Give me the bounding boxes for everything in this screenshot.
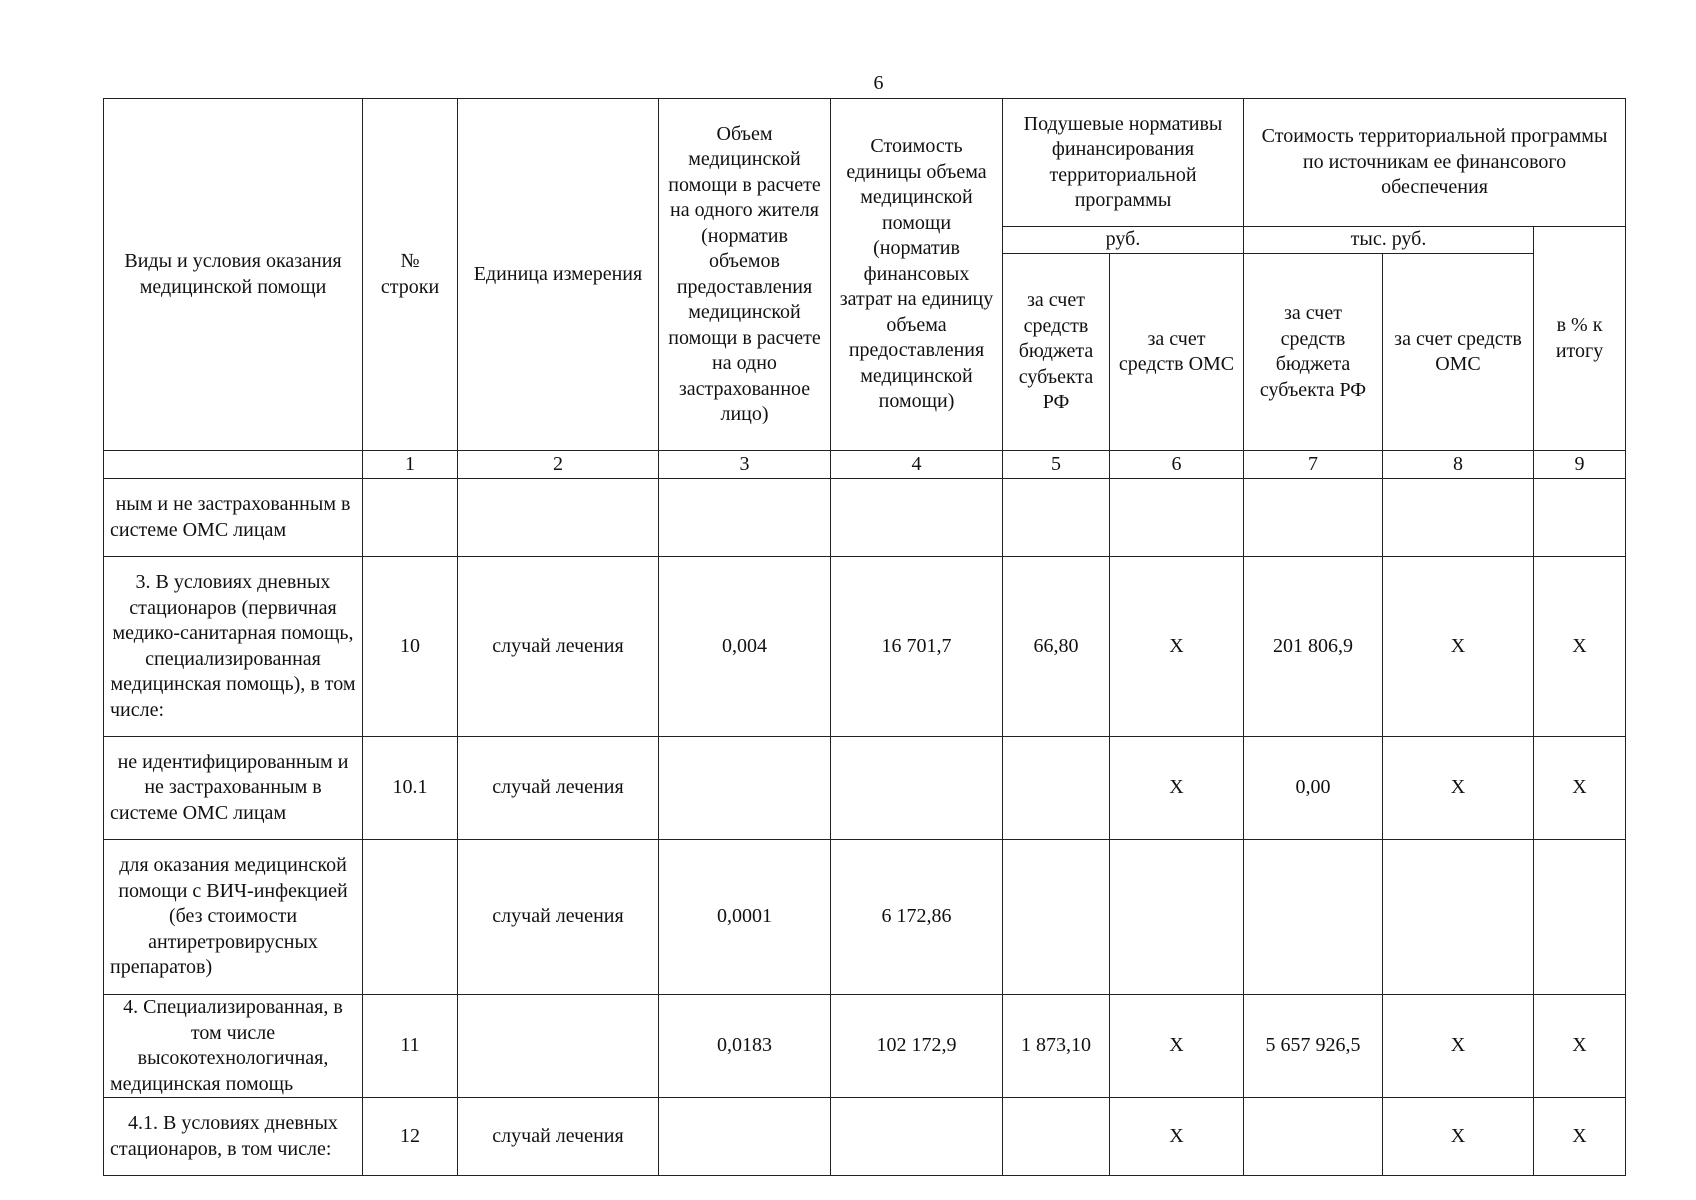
row-budget-thousand	[1244, 479, 1383, 557]
table-row	[104, 737, 1626, 840]
header-unit-thousand-rub: тыс. руб.	[1244, 227, 1534, 254]
row-percent: Х	[1534, 737, 1626, 840]
row-unit: случай лечения	[458, 737, 659, 840]
row-volume	[659, 1098, 831, 1176]
row-number	[363, 840, 458, 995]
row-unit	[458, 479, 659, 557]
row-oms-rub	[1110, 840, 1244, 995]
row-volume: 0,004	[659, 557, 831, 737]
header-row-1	[104, 99, 1626, 227]
row-budget-thousand: 0,00	[1244, 737, 1383, 840]
table-row	[104, 479, 1626, 557]
header-volume: Объем медицинской помощи в расчете на одного жителя (норматив объемов предоставления медицинской помощи в расчете на одно застрахованное лицо)	[659, 99, 831, 451]
row-unit: случай лечения	[458, 840, 659, 995]
row-volume	[659, 479, 831, 557]
row-budget-rub: 1 873,10	[1003, 995, 1110, 1098]
column-number: 7	[1244, 451, 1383, 479]
header-budget-thousand: за счет средств бюджета субъекта РФ	[1244, 254, 1383, 451]
row-number	[363, 479, 458, 557]
header-oms-rub: за счет средств ОМС	[1110, 254, 1244, 451]
row-volume	[659, 737, 831, 840]
table-row	[104, 840, 1626, 995]
row-label: не идентифицированным и не застрахованным в системе ОМС лицам	[104, 737, 363, 840]
row-budget-thousand: 201 806,9	[1244, 557, 1383, 737]
row-oms-rub: Х	[1110, 1098, 1244, 1176]
table-row	[104, 557, 1626, 737]
row-budget-thousand: 5 657 926,5	[1244, 995, 1383, 1098]
row-budget-rub	[1003, 737, 1110, 840]
row-oms-thousand: Х	[1383, 737, 1534, 840]
header-oms-thousand: за счет средств ОМС	[1383, 254, 1534, 451]
column-number: 5	[1003, 451, 1110, 479]
header-budget-rub: за счет средств бюджета субъекта РФ	[1003, 254, 1110, 451]
column-numbers-row	[104, 451, 1626, 479]
column-number: 3	[659, 451, 831, 479]
row-number: 12	[363, 1098, 458, 1176]
row-budget-rub	[1003, 479, 1110, 557]
table-row	[104, 995, 1626, 1098]
row-budget-rub	[1003, 1098, 1110, 1176]
row-percent: Х	[1534, 557, 1626, 737]
row-oms-rub	[1110, 479, 1244, 557]
row-budget-rub: 66,80	[1003, 557, 1110, 737]
row-cost: 16 701,7	[831, 557, 1003, 737]
row-cost	[831, 479, 1003, 557]
row-number: 11	[363, 995, 458, 1098]
row-oms-thousand	[1383, 479, 1534, 557]
header-unit-rub: руб.	[1003, 227, 1244, 254]
column-number-blank	[104, 451, 363, 479]
row-unit: случай лечения	[458, 557, 659, 737]
row-oms-rub: Х	[1110, 737, 1244, 840]
row-volume: 0,0183	[659, 995, 831, 1098]
column-number: 4	[831, 451, 1003, 479]
row-oms-rub: Х	[1110, 557, 1244, 737]
row-percent: Х	[1534, 1098, 1626, 1176]
financing-table	[103, 98, 1626, 1176]
row-percent	[1534, 479, 1626, 557]
row-label: 3. В условиях дневных стационаров (первичная медико-санитарная помощь, специализированная медицинская помощь), в том числе:	[104, 557, 363, 737]
row-volume: 0,0001	[659, 840, 831, 995]
row-cost: 102 172,9	[831, 995, 1003, 1098]
row-oms-thousand: Х	[1383, 1098, 1534, 1176]
header-types: Виды и условия оказания медицинской помощи	[104, 99, 363, 451]
column-number: 2	[458, 451, 659, 479]
row-oms-thousand	[1383, 840, 1534, 995]
row-unit: случай лечения	[458, 1098, 659, 1176]
header-percent-total: в % к итогу	[1534, 227, 1626, 451]
table-row	[104, 1098, 1626, 1176]
column-number: 6	[1110, 451, 1244, 479]
row-budget-thousand	[1244, 840, 1383, 995]
row-oms-thousand: Х	[1383, 995, 1534, 1098]
row-percent: Х	[1534, 995, 1626, 1098]
header-per-capita-group: Подушевые нормативы финансирования территориальной программы	[1003, 99, 1244, 227]
row-oms-thousand: Х	[1383, 557, 1534, 737]
header-unit: Единица измерения	[458, 99, 659, 451]
header-row-number: № строки	[363, 99, 458, 451]
row-label: для оказания медицинской помощи с ВИЧ-инфекцией (без стоимости антиретровирусных препаратов)	[104, 840, 363, 995]
page-number: 6	[873, 72, 884, 94]
row-cost: 6 172,86	[831, 840, 1003, 995]
row-percent	[1534, 840, 1626, 995]
row-oms-rub: Х	[1110, 995, 1244, 1098]
row-budget-rub	[1003, 840, 1110, 995]
row-cost	[831, 737, 1003, 840]
row-unit	[458, 995, 659, 1098]
row-label: 4. Специализированная, в том числе высокотехнологичная, медицинская помощь	[104, 995, 363, 1098]
column-number: 8	[1383, 451, 1534, 479]
row-number: 10	[363, 557, 458, 737]
row-number: 10.1	[363, 737, 458, 840]
row-label: ным и не застрахованным в системе ОМС лицам	[104, 479, 363, 557]
header-cost: Стоимость единицы объема медицинской помощи (норматив финансовых затрат на единицу объема предоставления медицинской помощи)	[831, 99, 1003, 451]
column-number: 9	[1534, 451, 1626, 479]
column-number: 1	[363, 451, 458, 479]
row-cost	[831, 1098, 1003, 1176]
header-program-cost-group: Стоимость территориальной программы по источникам ее финансового обеспечения	[1244, 99, 1626, 227]
row-budget-thousand	[1244, 1098, 1383, 1176]
row-label: 4.1. В условиях дневных стационаров, в том числе:	[104, 1098, 363, 1176]
